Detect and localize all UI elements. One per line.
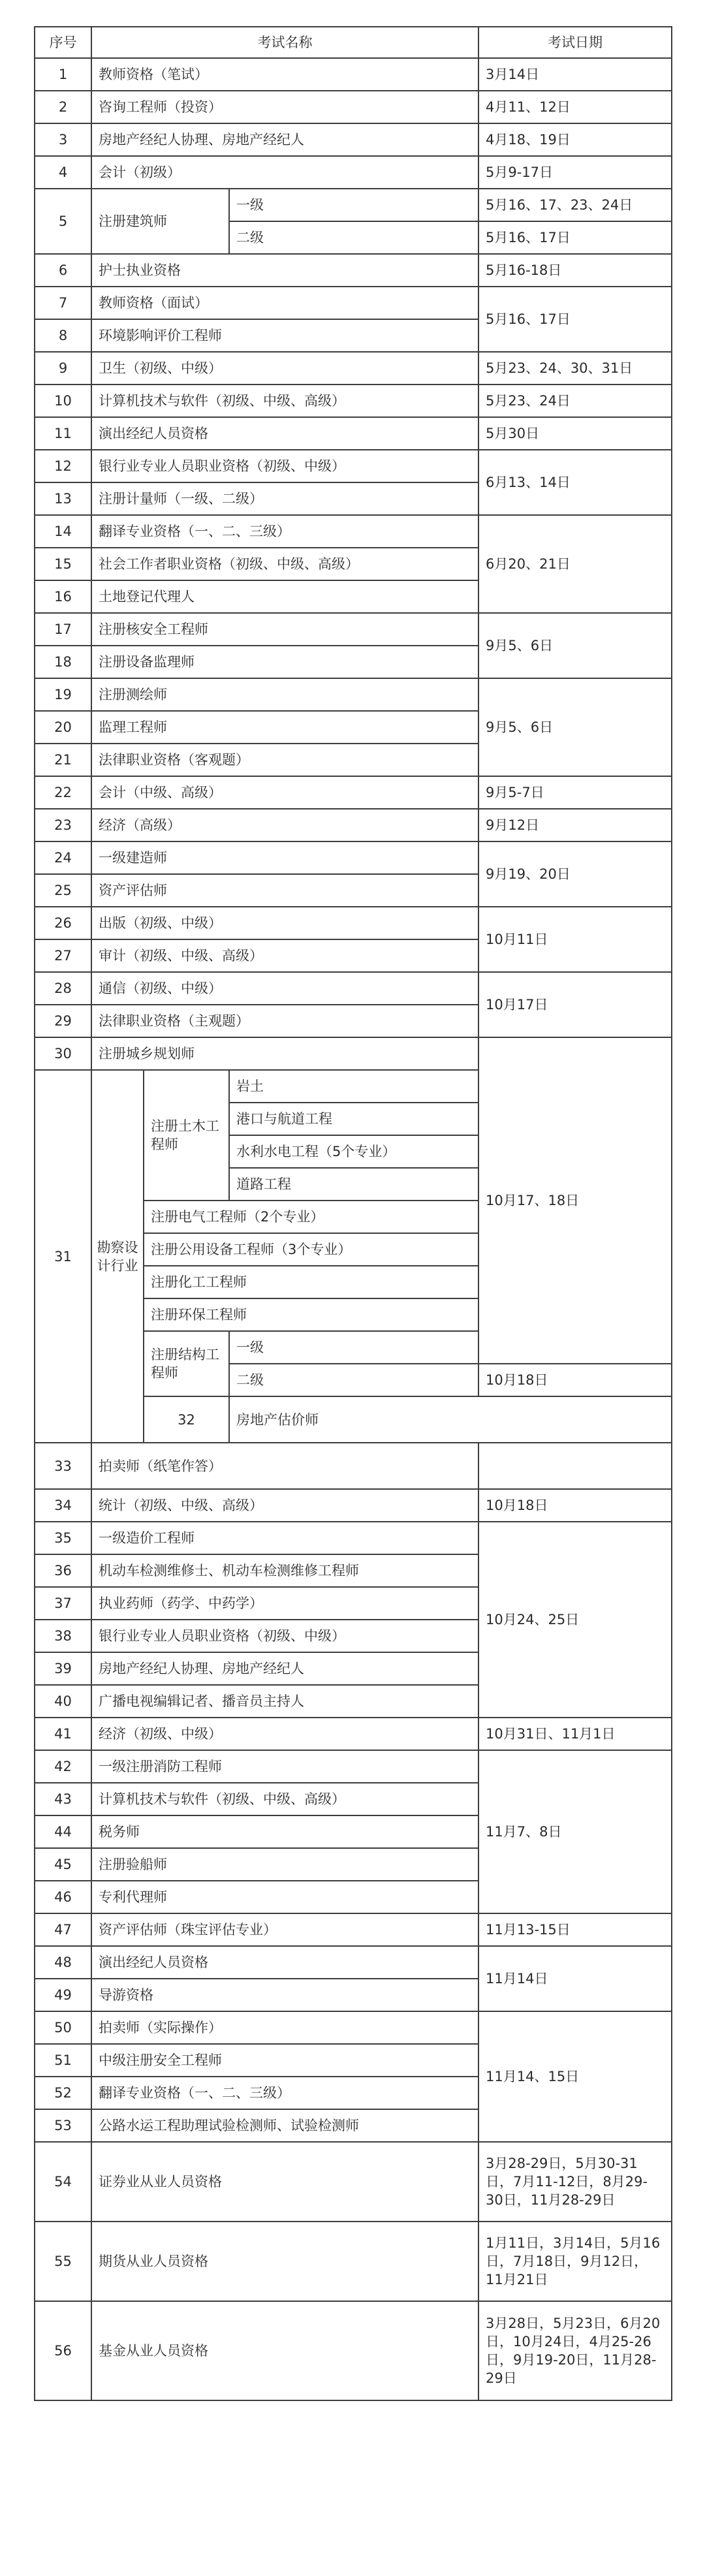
exam-name: 资产评估师 <box>91 874 478 907</box>
exam-name: 翻译专业资格（一、二、三级） <box>91 515 478 548</box>
exam-name: 机动车检测维修士、机动车检测维修工程师 <box>91 1554 478 1587</box>
row-number: 49 <box>35 1979 91 2011</box>
table-row <box>35 156 672 189</box>
exam-name: 计算机技术与软件（初级、中级、高级） <box>91 1783 478 1815</box>
exam-name: 会计（中级、高级） <box>91 776 478 809</box>
exam-name: 演出经纪人员资格 <box>91 1946 478 1979</box>
exam-name: 注册建筑师 <box>91 189 229 254</box>
exam-date: 5月23、24、30、31日 <box>478 352 672 385</box>
exam-name: 演出经纪人员资格 <box>91 417 478 450</box>
table-row <box>35 613 672 646</box>
exam-name: 卫生（初级、中级） <box>91 352 478 385</box>
row-number: 4 <box>35 156 91 189</box>
row-number: 30 <box>35 1037 91 1070</box>
exam-name: 会计（初级） <box>91 156 478 189</box>
row-number: 1 <box>35 58 91 91</box>
exam-name: 环境影响评价工程师 <box>91 319 478 352</box>
exam-date: 5月23、24日 <box>478 385 672 417</box>
exam-date: 9月5、6日 <box>478 613 672 678</box>
row-number: 35 <box>35 1522 91 1554</box>
row-number: 42 <box>35 1750 91 1783</box>
exam-name: 专利代理师 <box>91 1881 478 1913</box>
row-number: 15 <box>35 548 91 580</box>
exam-name: 土地登记代理人 <box>91 580 478 613</box>
exam-schedule-table <box>34 26 672 2401</box>
exam-name: 法律职业资格（客观题） <box>91 744 478 776</box>
row-number: 24 <box>35 841 91 874</box>
exam-name: 一级建造师 <box>91 841 478 874</box>
table-row <box>35 1946 672 1979</box>
exam-date: 11月14日 <box>478 1946 672 2011</box>
table-row <box>35 515 672 548</box>
exam-date: 4月11、12日 <box>478 91 672 123</box>
row-number: 33 <box>35 1443 91 1489</box>
exam-sublevel: 二级 <box>229 221 478 254</box>
exam-name: 一级造价工程师 <box>91 1522 478 1554</box>
exam-date: 11月14、15日 <box>478 2011 672 2142</box>
row-number: 5 <box>35 189 91 254</box>
exam-name: 资产评估师（珠宝评估专业） <box>91 1913 478 1946</box>
exam-name: 注册计量师（一级、二级） <box>91 482 478 515</box>
row-number: 40 <box>35 1685 91 1718</box>
row-number: 16 <box>35 580 91 613</box>
exam-name: 公路水运工程助理试验检测师、试验检测师 <box>91 2109 478 2142</box>
table-row <box>35 189 672 221</box>
row-number: 48 <box>35 1946 91 1979</box>
exam-name: 广播电视编辑记者、播音员主持人 <box>91 1685 478 1718</box>
exam-date: 10月17、18日 <box>478 1037 672 1364</box>
exam-date: 11月7、8日 <box>478 1750 672 1913</box>
table-row <box>35 1718 672 1750</box>
exam-name: 拍卖师（纸笔作答） <box>91 1443 478 1489</box>
table-row <box>35 417 672 450</box>
exam-sublevel: 道路工程 <box>229 1168 478 1201</box>
exam-name: 咨询工程师（投资） <box>91 91 478 123</box>
row-number: 10 <box>35 385 91 417</box>
row-number: 20 <box>35 711 91 744</box>
row-number: 32 <box>144 1396 229 1443</box>
table-row <box>35 91 672 123</box>
table-row <box>35 841 672 874</box>
row-number: 31 <box>35 1070 91 1443</box>
row-number: 3 <box>35 123 91 156</box>
table-row <box>35 1037 672 1070</box>
exam-date: 5月16、17、23、24日 <box>478 189 672 221</box>
exam-date: 3月14日 <box>478 58 672 91</box>
exam-date: 4月18、19日 <box>478 123 672 156</box>
exam-sublevel: 一级 <box>229 1331 478 1364</box>
exam-date: 5月16-18日 <box>478 254 672 287</box>
exam-name: 房地产经纪人协理、房地产经纪人 <box>91 123 478 156</box>
exam-name: 房地产估价师 <box>229 1396 672 1443</box>
table-row <box>35 58 672 91</box>
row-number: 22 <box>35 776 91 809</box>
row-number: 51 <box>35 2044 91 2077</box>
table-row <box>35 2011 672 2044</box>
exam-date: 5月16、17日 <box>478 221 672 254</box>
table-row <box>35 1443 672 1489</box>
table-row <box>35 776 672 809</box>
row-number: 2 <box>35 91 91 123</box>
exam-name: 注册化工工程师 <box>144 1266 478 1298</box>
table-row <box>35 907 672 939</box>
exam-name: 翻译专业资格（一、二、三级） <box>91 2077 478 2109</box>
row-number: 25 <box>35 874 91 907</box>
row-number: 11 <box>35 417 91 450</box>
exam-schedule-sheet <box>34 26 671 2401</box>
row-number: 13 <box>35 482 91 515</box>
exam-name: 基金从业人员资格 <box>91 2301 478 2400</box>
row-number: 34 <box>35 1489 91 1522</box>
row-number: 7 <box>35 287 91 319</box>
exam-name: 统计（初级、中级、高级） <box>91 1489 478 1522</box>
exam-name: 拍卖师（实际操作） <box>91 2011 478 2044</box>
table-row <box>35 678 672 711</box>
exam-date: 10月11日 <box>478 907 672 972</box>
exam-name: 教师资格（面试） <box>91 287 478 319</box>
exam-name: 监理工程师 <box>91 711 478 744</box>
exam-name: 中级注册安全工程师 <box>91 2044 478 2077</box>
exam-name: 注册土木工程师 <box>144 1070 229 1201</box>
row-number: 43 <box>35 1783 91 1815</box>
exam-name: 银行业专业人员职业资格（初级、中级） <box>91 1620 478 1652</box>
row-number: 17 <box>35 613 91 646</box>
row-number: 14 <box>35 515 91 548</box>
exam-name: 注册测绘师 <box>91 678 478 711</box>
exam-name: 护士执业资格 <box>91 254 478 287</box>
exam-date: 5月30日 <box>478 417 672 450</box>
row-number: 55 <box>35 2222 91 2301</box>
exam-name: 注册城乡规划师 <box>91 1037 478 1070</box>
exam-name: 注册公用设备工程师（3个专业） <box>144 1233 478 1266</box>
exam-name: 审计（初级、中级、高级） <box>91 939 478 972</box>
row-number: 44 <box>35 1815 91 1848</box>
exam-date: 1月11日，3月14日，5月16日，7月18日，9月12日，11月21日 <box>478 2222 672 2301</box>
table-row <box>35 1750 672 1783</box>
exam-name: 注册设备监理师 <box>91 646 478 678</box>
table-row <box>35 972 672 1005</box>
exam-name: 通信（初级、中级） <box>91 972 478 1005</box>
table-row <box>35 1489 672 1522</box>
exam-sublevel: 一级 <box>229 189 478 221</box>
exam-date: 10月18日 <box>478 1489 672 1522</box>
exam-name: 注册电气工程师（2个专业） <box>144 1201 478 1233</box>
row-number: 39 <box>35 1652 91 1685</box>
row-number: 37 <box>35 1587 91 1620</box>
row-number: 6 <box>35 254 91 287</box>
exam-name: 税务师 <box>91 1815 478 1848</box>
exam-name: 社会工作者职业资格（初级、中级、高级） <box>91 548 478 580</box>
row-number: 38 <box>35 1620 91 1652</box>
table-row <box>35 287 672 319</box>
exam-name: 注册结构工程师 <box>144 1331 229 1396</box>
exam-sublevel: 岩土 <box>229 1070 478 1103</box>
table-row <box>35 450 672 482</box>
industry-group: 勘察设计行业 <box>91 1070 144 1443</box>
row-number: 54 <box>35 2142 91 2222</box>
exam-name: 法律职业资格（主观题） <box>91 1005 478 1037</box>
exam-sublevel: 港口与航道工程 <box>229 1103 478 1135</box>
row-number: 41 <box>35 1718 91 1750</box>
row-number: 18 <box>35 646 91 678</box>
table-row <box>35 123 672 156</box>
exam-name: 银行业专业人员职业资格（初级、中级） <box>91 450 478 482</box>
exam-name: 一级注册消防工程师 <box>91 1750 478 1783</box>
row-number: 9 <box>35 352 91 385</box>
header-exam-date: 考试日期 <box>478 27 672 58</box>
exam-date: 10月18日 <box>478 1364 672 1396</box>
row-number: 28 <box>35 972 91 1005</box>
row-number: 36 <box>35 1554 91 1587</box>
exam-date: 6月20、21日 <box>478 515 672 613</box>
exam-name: 经济（初级、中级） <box>91 1718 478 1750</box>
exam-name: 执业药师（药学、中药学） <box>91 1587 478 1620</box>
row-number: 50 <box>35 2011 91 2044</box>
exam-date: 11月13-15日 <box>478 1913 672 1946</box>
exam-date: 10月24、25日 <box>478 1522 672 1718</box>
exam-date: 10月31日、11月1日 <box>478 1718 672 1750</box>
row-number: 53 <box>35 2109 91 2142</box>
exam-sublevel: 水利水电工程（5个专业） <box>229 1135 478 1168</box>
table-row <box>35 2222 672 2301</box>
table-row <box>35 352 672 385</box>
exam-name: 出版（初级、中级） <box>91 907 478 939</box>
table-row <box>35 809 672 841</box>
table-row <box>35 254 672 287</box>
row-number: 19 <box>35 678 91 711</box>
exam-date: 5月9-17日 <box>478 156 672 189</box>
row-number: 46 <box>35 1881 91 1913</box>
exam-date: 3月28-29日，5月30-31日，7月11-12日，8月29-30日，11月28-29日 <box>478 2142 672 2222</box>
exam-name: 期货从业人员资格 <box>91 2222 478 2301</box>
exam-name: 注册验船师 <box>91 1848 478 1881</box>
table-row <box>35 385 672 417</box>
header-number: 序号 <box>35 27 91 58</box>
row-number: 27 <box>35 939 91 972</box>
exam-date: 9月5、6日 <box>478 678 672 776</box>
exam-date: 10月17日 <box>478 972 672 1037</box>
exam-date: 6月13、14日 <box>478 450 672 515</box>
row-number: 8 <box>35 319 91 352</box>
exam-name: 导游资格 <box>91 1979 478 2011</box>
row-number: 29 <box>35 1005 91 1037</box>
header-exam-name: 考试名称 <box>91 27 478 58</box>
exam-name: 注册核安全工程师 <box>91 613 478 646</box>
exam-name: 证券业从业人员资格 <box>91 2142 478 2222</box>
table-header-row <box>35 27 672 58</box>
table-row <box>35 1522 672 1554</box>
row-number: 12 <box>35 450 91 482</box>
table-row <box>35 2142 672 2222</box>
row-number: 26 <box>35 907 91 939</box>
exam-name: 教师资格（笔试） <box>91 58 478 91</box>
exam-date: 9月19、20日 <box>478 841 672 907</box>
exam-date: 9月5-7日 <box>478 776 672 809</box>
table-row <box>35 2301 672 2400</box>
exam-name: 注册环保工程师 <box>144 1298 478 1331</box>
exam-date: 5月16、17日 <box>478 287 672 352</box>
exam-name: 经济（高级） <box>91 809 478 841</box>
row-number: 23 <box>35 809 91 841</box>
row-number: 45 <box>35 1848 91 1881</box>
exam-date: 3月28日，5月23日，6月20日，10月24日，4月25-26日，9月19-20日，11月28-29日 <box>478 2301 672 2400</box>
exam-sublevel: 二级 <box>229 1364 478 1396</box>
exam-name: 房地产经纪人协理、房地产经纪人 <box>91 1652 478 1685</box>
table-row <box>35 1913 672 1946</box>
exam-date: 9月12日 <box>478 809 672 841</box>
row-number: 52 <box>35 2077 91 2109</box>
row-number: 47 <box>35 1913 91 1946</box>
exam-name: 计算机技术与软件（初级、中级、高级） <box>91 385 478 417</box>
row-number: 21 <box>35 744 91 776</box>
row-number: 56 <box>35 2301 91 2400</box>
